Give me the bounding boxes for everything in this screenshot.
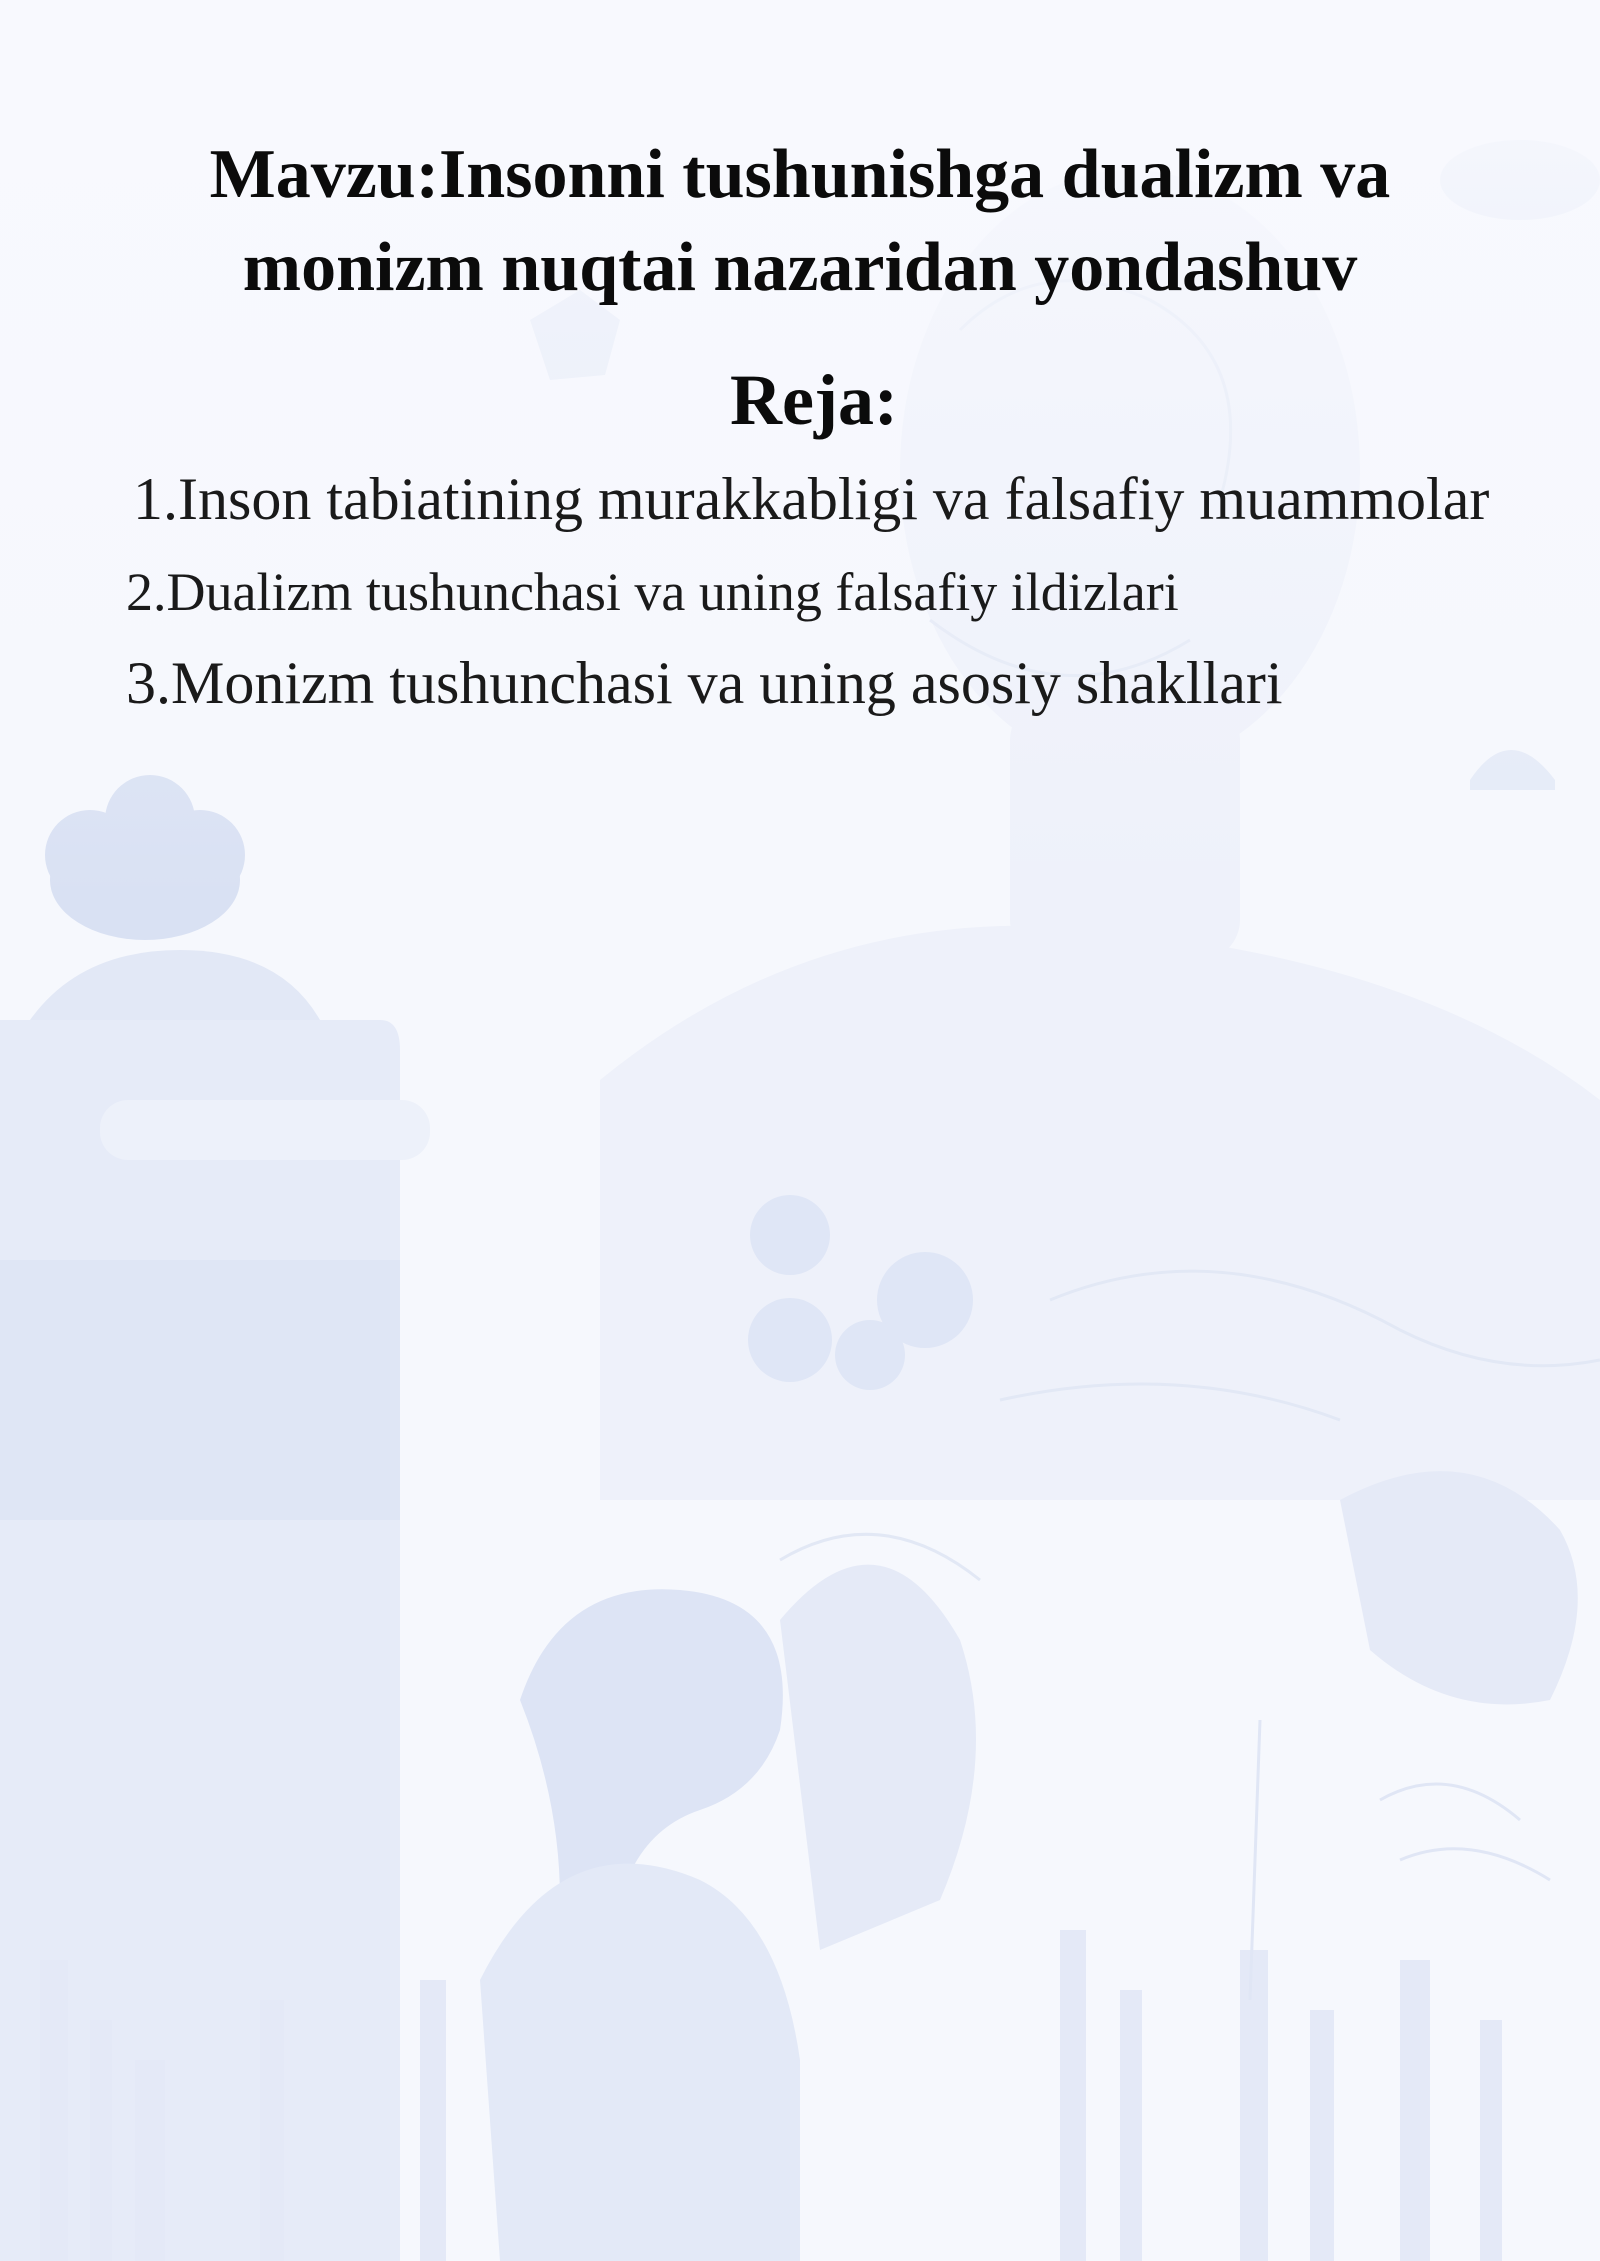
page-title: [120, 128, 1480, 314]
title-line-2: monizm nuqtai nazaridan yondashuv: [242, 229, 1358, 306]
plan-item: 3.Monizm tushunchasi va uning asosiy shakllari: [126, 650, 1283, 716]
plan-item: 2.Dualizm tushunchasi va uning falsafiy ildizlari: [126, 562, 1179, 622]
title-line-1: Mavzu:Insonni tushunishga dualizm va: [209, 136, 1391, 213]
plan-heading: Reja:: [730, 360, 898, 440]
plan-item: 1.Inson tabiatining murakkabligi va falsafiy muammolar: [133, 466, 1490, 532]
